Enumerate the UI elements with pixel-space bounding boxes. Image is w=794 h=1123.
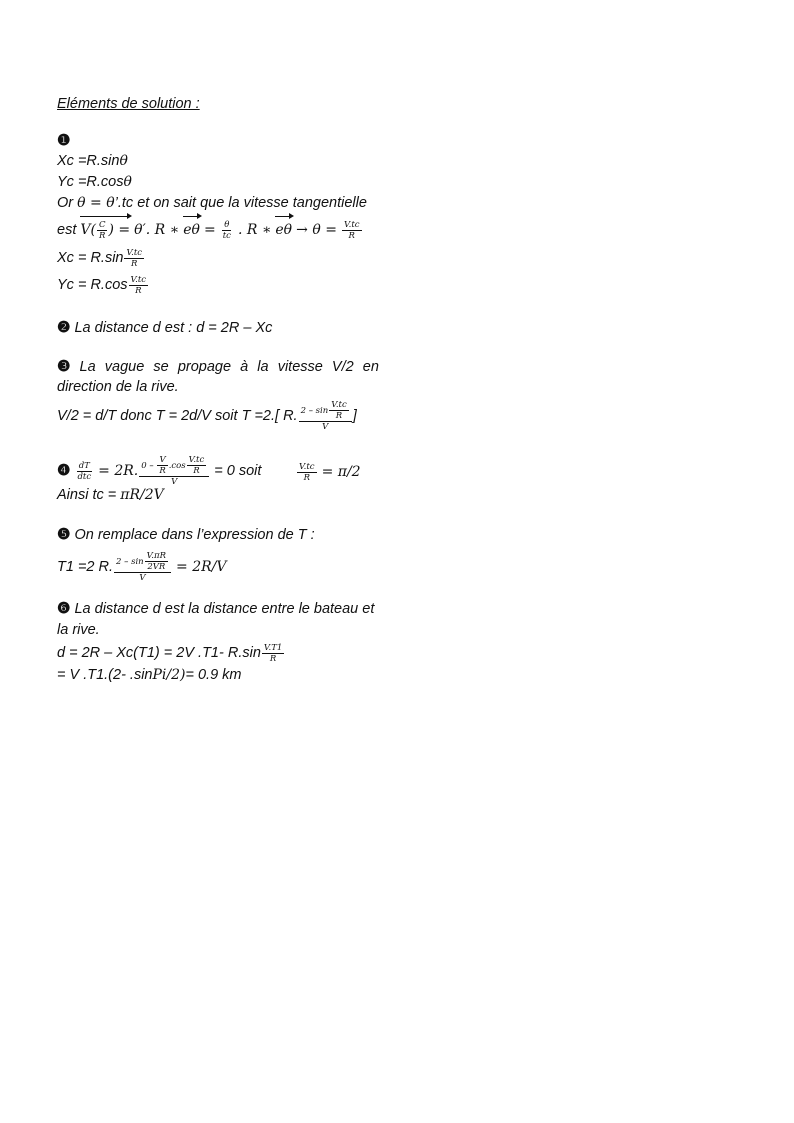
period-equation: V/2 = d/T donc T = 2d/V soit T =2.[ R. 2 – sin $\frac{V.tc}{R}$ V ] [57,400,357,433]
distance-equation-2: = V .T1.(2- .sinPi/2)= 0.9 km [57,667,242,683]
section-3-line-1: ❸ La vague se propage à la vitesse V/2 en [57,358,379,375]
xc-equation: Xc =R.sinθ [57,153,128,169]
t1-equation: T1 =2 R. 2 – sin $\frac{V.\pi R}{2VR}$ V = 2R/V [57,551,227,584]
section-5-text: ❺ On remplace dans l’expression de T : [57,526,315,543]
section-3-line-2: direction de la rive. [57,379,179,395]
section-6-text-2: la rive. [57,622,100,638]
solution-title: Eléments de solution : [57,96,200,112]
yc-equation: Yc =R.cosθ [57,174,132,190]
derivative-equation: ❹ $\frac{dT}{\text{dtc}}$ = 2R. 0 – $\frac{V}{R}$ .cos $\frac{V.tc}{R}$ V = 0 soit [57,455,262,488]
section-2: ❷ La distance d est : d = 2R – Xc [57,319,273,336]
distance-equation-1: d = 2R – Xc(T1) = 2V .T1- R.sin $\frac{V.T1}{R}$ [57,642,283,664]
section-1-marker: ❶ [57,132,71,149]
tangential-speed-equation: est V( $\frac{C}{R}$ ) = θ′. R ∗ eθ = $\frac{\theta}{tc}$ . R ∗ eθ → θ = $\frac{V.tc}{R}$ [57,216,363,242]
yc-equation-2: Yc = R.cos $\frac{V.tc}{R}$ [57,274,147,296]
theta-statement: Or θ = θ’.tc et on sait que la vitesse tangentielle [57,195,367,211]
tc-value: Ainsi tc = πR/2V [57,487,164,503]
velocity-vector: V( $\frac{C}{R}$ ) = [80,216,130,242]
pi-half-equation: $\frac{V.tc}{R}$ = π/2 [299,461,361,483]
section-6-text-1: ❻ La distance d est la distance entre le bateau et [57,600,375,617]
xc-equation-2: Xc = R.sin $\frac{V.tc}{R}$ [57,247,143,269]
